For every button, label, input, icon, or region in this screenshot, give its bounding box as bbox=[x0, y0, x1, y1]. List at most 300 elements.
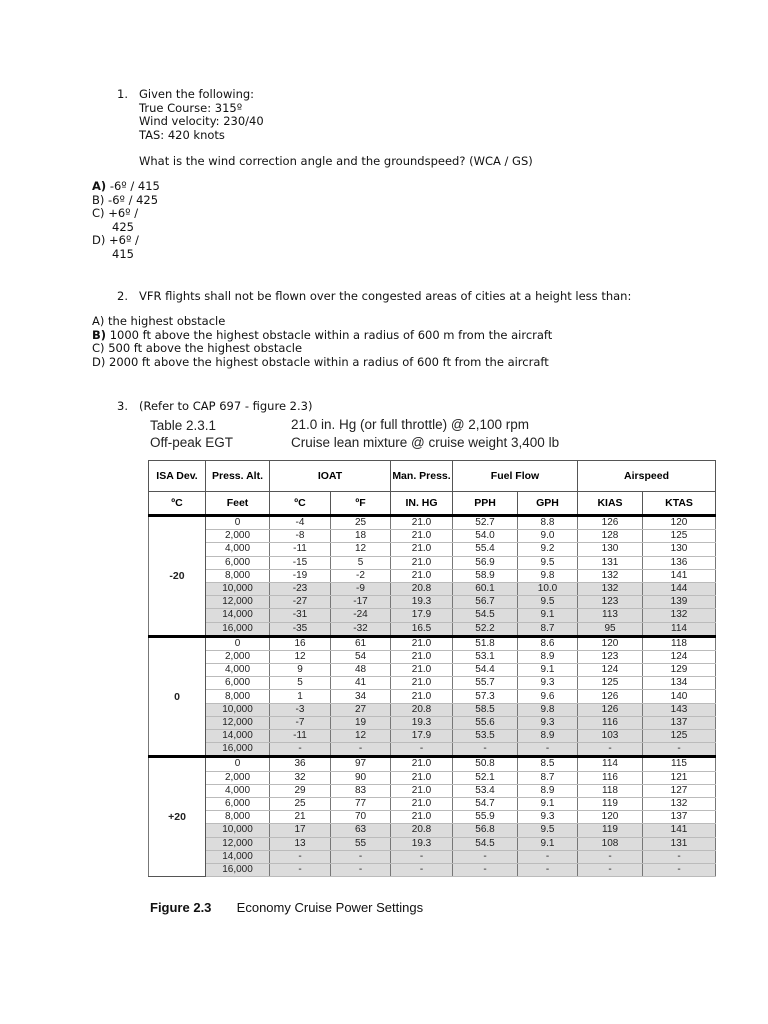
table-cell: 54 bbox=[331, 650, 391, 663]
table-cell: 141 bbox=[643, 824, 716, 837]
answers-q1 bbox=[92, 180, 160, 261]
table-cell: 114 bbox=[578, 757, 643, 771]
table-cell: 56.9 bbox=[453, 556, 518, 569]
table-cell: -2 bbox=[331, 569, 391, 582]
table-cell: -17 bbox=[331, 596, 391, 609]
table-cell: - bbox=[331, 743, 391, 757]
table-cell: 41 bbox=[331, 677, 391, 690]
table-cell: 9.2 bbox=[518, 543, 578, 556]
table-row bbox=[149, 837, 716, 850]
table-cell: 63 bbox=[331, 824, 391, 837]
question-2-text: VFR flights shall not be flown over the congested areas of cities at a height less than: bbox=[139, 289, 632, 303]
table-row bbox=[149, 677, 716, 690]
table-cell: 52.1 bbox=[453, 771, 518, 784]
table-cell: - bbox=[578, 850, 643, 863]
table-cell: 143 bbox=[643, 703, 716, 716]
isa-dev-cell: +20 bbox=[149, 757, 206, 877]
table-cell: 14,000 bbox=[206, 609, 270, 622]
table-cell: 51.8 bbox=[453, 636, 518, 650]
table-cell: - bbox=[453, 850, 518, 863]
table-cell: 125 bbox=[578, 677, 643, 690]
unit-c: ºC bbox=[270, 492, 331, 516]
table-cell: 17 bbox=[270, 824, 331, 837]
table-cell: 21.0 bbox=[391, 530, 453, 543]
table-cell: 20.8 bbox=[391, 824, 453, 837]
table-cell: 5 bbox=[270, 677, 331, 690]
table-cell: 8.6 bbox=[518, 636, 578, 650]
table-cell: 8.9 bbox=[518, 650, 578, 663]
table-cell: 52.2 bbox=[453, 622, 518, 636]
table-cell: - bbox=[518, 743, 578, 757]
table-cell: 50.8 bbox=[453, 757, 518, 771]
table-row bbox=[149, 743, 716, 757]
table-cell: -3 bbox=[270, 703, 331, 716]
table-cell: 52.7 bbox=[453, 516, 518, 530]
table-cell: 9.1 bbox=[518, 797, 578, 810]
figure-title: Economy Cruise Power Settings bbox=[236, 900, 424, 915]
answer-text: +6º / bbox=[108, 206, 139, 220]
table-cell: 61 bbox=[331, 636, 391, 650]
table-row bbox=[149, 716, 716, 729]
table-cell: 0 bbox=[206, 636, 270, 650]
table-cell: 115 bbox=[643, 757, 716, 771]
table-cell: 9.1 bbox=[518, 609, 578, 622]
table-cell: 137 bbox=[643, 811, 716, 824]
table-cell: 19.3 bbox=[391, 716, 453, 729]
table-cell: -15 bbox=[270, 556, 331, 569]
table-cell: -35 bbox=[270, 622, 331, 636]
unit-isa: ºC bbox=[149, 492, 206, 516]
answer-option-c[interactable] bbox=[92, 207, 160, 221]
table-cell: - bbox=[270, 850, 331, 863]
table-cell: 2,000 bbox=[206, 771, 270, 784]
answer-option-b[interactable] bbox=[92, 329, 552, 343]
table-cell: - bbox=[578, 743, 643, 757]
table-cell: 139 bbox=[643, 596, 716, 609]
table-cell: 19.3 bbox=[391, 596, 453, 609]
table-cell: 114 bbox=[643, 622, 716, 636]
table-cell: 21.0 bbox=[391, 757, 453, 771]
table-cell: 116 bbox=[578, 716, 643, 729]
table-cell: 9.1 bbox=[518, 664, 578, 677]
table-cell: 116 bbox=[578, 771, 643, 784]
table-cell: 21.0 bbox=[391, 650, 453, 663]
table-cell: 36 bbox=[270, 757, 331, 771]
header-airspeed: Airspeed bbox=[578, 461, 716, 492]
table-cell: 9.5 bbox=[518, 556, 578, 569]
table-cell: 21.0 bbox=[391, 690, 453, 703]
table-cell: 127 bbox=[643, 784, 716, 797]
table-cell: 53.1 bbox=[453, 650, 518, 663]
figure-label: Figure 2.3 bbox=[150, 900, 212, 915]
answer-text: 1000 ft above the highest obstacle within a radius of 600 m from the aircraft bbox=[109, 327, 553, 342]
table-cell: - bbox=[578, 863, 643, 876]
table-cell: 120 bbox=[578, 636, 643, 650]
table-cell: 130 bbox=[643, 543, 716, 556]
table-cell: 54.5 bbox=[453, 609, 518, 622]
table-cell: -11 bbox=[270, 543, 331, 556]
answer-option-b[interactable] bbox=[92, 194, 160, 208]
table-cell: 4,000 bbox=[206, 543, 270, 556]
table-cell: 121 bbox=[643, 771, 716, 784]
table-cell: 131 bbox=[643, 837, 716, 850]
table-cell: 21.0 bbox=[391, 811, 453, 824]
header-ioat: IOAT bbox=[270, 461, 391, 492]
table-cell: 9.5 bbox=[518, 596, 578, 609]
table-cell: 123 bbox=[578, 650, 643, 663]
table-cell: 1 bbox=[270, 690, 331, 703]
table-cell: 118 bbox=[643, 636, 716, 650]
table-cell: 4,000 bbox=[206, 664, 270, 677]
units-row bbox=[149, 492, 716, 516]
question-3 bbox=[117, 400, 517, 414]
answer-letter: A) bbox=[92, 179, 107, 193]
table-cell: 12,000 bbox=[206, 596, 270, 609]
table-row bbox=[149, 530, 716, 543]
answers-q2 bbox=[92, 315, 552, 369]
table-cell: 108 bbox=[578, 837, 643, 850]
table-cell: 132 bbox=[643, 609, 716, 622]
table-cell: 9.3 bbox=[518, 811, 578, 824]
table-cell: 25 bbox=[270, 797, 331, 810]
table-row bbox=[149, 850, 716, 863]
table-cell: 9.3 bbox=[518, 677, 578, 690]
table-cell: 8.9 bbox=[518, 784, 578, 797]
table-cell: 119 bbox=[578, 797, 643, 810]
question-1-text: What is the wind correction angle and the groundspeed? (WCA / GS) bbox=[139, 154, 533, 168]
table-cell: 9.0 bbox=[518, 530, 578, 543]
table-row bbox=[149, 582, 716, 595]
table-cell: 20.8 bbox=[391, 582, 453, 595]
table-cell: 8,000 bbox=[206, 811, 270, 824]
table-cell: - bbox=[643, 850, 716, 863]
table-cell: 34 bbox=[331, 690, 391, 703]
table-cell: 58.5 bbox=[453, 703, 518, 716]
table-row bbox=[149, 622, 716, 636]
table-cell: - bbox=[453, 743, 518, 757]
table-cell: 57.3 bbox=[453, 690, 518, 703]
question-number: 2. bbox=[117, 289, 128, 303]
answer-text: 500 ft above the highest obstacle bbox=[108, 341, 303, 355]
table-cell: 10,000 bbox=[206, 582, 270, 595]
table-cell: 134 bbox=[643, 677, 716, 690]
answer-letter: A) bbox=[92, 314, 105, 328]
table-cell: 55.4 bbox=[453, 543, 518, 556]
table-cell: -4 bbox=[270, 516, 331, 530]
table-row bbox=[149, 863, 716, 876]
answer-text: +6º / bbox=[109, 233, 139, 247]
answer-option-a[interactable] bbox=[92, 315, 552, 329]
answer-text: -6º / 425 bbox=[108, 192, 159, 207]
table-cell: - bbox=[331, 850, 391, 863]
table-cell: 13 bbox=[270, 837, 331, 850]
table-cell: 12 bbox=[331, 730, 391, 743]
table-cell: 16.5 bbox=[391, 622, 453, 636]
answer-option-c-cont: 425 bbox=[112, 219, 134, 234]
table-cell: 97 bbox=[331, 757, 391, 771]
table-cell: 21.0 bbox=[391, 664, 453, 677]
table-row bbox=[149, 757, 716, 771]
table-cell: 21.0 bbox=[391, 569, 453, 582]
table-cell: 27 bbox=[331, 703, 391, 716]
table-cell: 21 bbox=[270, 811, 331, 824]
table-cell: 56.8 bbox=[453, 824, 518, 837]
table-cell: 103 bbox=[578, 730, 643, 743]
table-cell: 9.8 bbox=[518, 703, 578, 716]
table-cell: 9.6 bbox=[518, 690, 578, 703]
table-cell: 141 bbox=[643, 569, 716, 582]
table-cell: 16,000 bbox=[206, 863, 270, 876]
table-row bbox=[149, 690, 716, 703]
table-cell: 9.3 bbox=[518, 716, 578, 729]
table-row bbox=[149, 664, 716, 677]
table-cell: -24 bbox=[331, 609, 391, 622]
table-cell: 2,000 bbox=[206, 650, 270, 663]
table-cell: 8.8 bbox=[518, 516, 578, 530]
question-1 bbox=[117, 88, 717, 148]
table-cell: 8.9 bbox=[518, 730, 578, 743]
table-row bbox=[149, 771, 716, 784]
table-cell: - bbox=[391, 743, 453, 757]
table-cell: - bbox=[643, 743, 716, 757]
table-cell: 12,000 bbox=[206, 716, 270, 729]
isa-dev-cell: 0 bbox=[149, 636, 206, 757]
unit-gph: GPH bbox=[518, 492, 578, 516]
table-cell: - bbox=[331, 863, 391, 876]
table-cell: -7 bbox=[270, 716, 331, 729]
table-cell: - bbox=[391, 863, 453, 876]
table-cell: 131 bbox=[578, 556, 643, 569]
table-cell: 120 bbox=[578, 811, 643, 824]
answer-letter: D) bbox=[92, 354, 106, 369]
table-cell: 10.0 bbox=[518, 582, 578, 595]
question-3-text: (Refer to CAP 697 - figure 2.3) bbox=[139, 399, 313, 413]
table-cell: 126 bbox=[578, 690, 643, 703]
header-fuel: Fuel Flow bbox=[453, 461, 578, 492]
table-cell: 12 bbox=[270, 650, 331, 663]
unit-kias: KIAS bbox=[578, 492, 643, 516]
table-cell: 25 bbox=[331, 516, 391, 530]
table-cell: 6,000 bbox=[206, 677, 270, 690]
figure-caption bbox=[150, 900, 423, 915]
table-cell: - bbox=[270, 743, 331, 757]
table-row bbox=[149, 650, 716, 663]
table-cell: 29 bbox=[270, 784, 331, 797]
table-cell: 21.0 bbox=[391, 516, 453, 530]
table-cell: 124 bbox=[578, 664, 643, 677]
table-row bbox=[149, 811, 716, 824]
table-cell: -23 bbox=[270, 582, 331, 595]
table-cell: 10,000 bbox=[206, 703, 270, 716]
answer-option-d[interactable] bbox=[92, 234, 160, 248]
given-line: TAS: 420 knots bbox=[139, 127, 225, 142]
table-cell: 140 bbox=[643, 690, 716, 703]
table-cell: 5 bbox=[331, 556, 391, 569]
question-1-given bbox=[139, 88, 264, 142]
table-title-2: Cruise lean mixture @ cruise weight 3,400 lb bbox=[291, 435, 560, 450]
answer-text: 2000 ft above the highest obstacle within a radius of 600 ft from the aircraft bbox=[109, 354, 549, 369]
answer-letter: B) bbox=[92, 327, 107, 342]
table-row bbox=[149, 784, 716, 797]
table-cell: 113 bbox=[578, 609, 643, 622]
table-cell: 83 bbox=[331, 784, 391, 797]
table-row bbox=[149, 556, 716, 569]
table-cell: 19.3 bbox=[391, 837, 453, 850]
table-cell: 8.7 bbox=[518, 622, 578, 636]
table-title: 21.0 in. Hg (or full throttle) @ 2,100 rpm bbox=[291, 417, 530, 432]
table-cell: 126 bbox=[578, 516, 643, 530]
answer-letter: C) bbox=[92, 341, 105, 355]
table-cell: 119 bbox=[578, 824, 643, 837]
table-cell: 21.0 bbox=[391, 677, 453, 690]
table-cell: 55.6 bbox=[453, 716, 518, 729]
table-cell: 8.5 bbox=[518, 757, 578, 771]
table-cell: 55.7 bbox=[453, 677, 518, 690]
table-cell: -19 bbox=[270, 569, 331, 582]
table-cell: 21.0 bbox=[391, 784, 453, 797]
answer-letter: D) bbox=[92, 233, 106, 247]
cruise-power-table bbox=[148, 460, 716, 877]
table-row bbox=[149, 636, 716, 650]
table-cell: 123 bbox=[578, 596, 643, 609]
table-cell: 55 bbox=[331, 837, 391, 850]
table-cell: - bbox=[643, 863, 716, 876]
table-id: Table 2.3.1 bbox=[150, 418, 217, 433]
table-cell: 130 bbox=[578, 543, 643, 556]
table-cell: -9 bbox=[331, 582, 391, 595]
table-row bbox=[149, 824, 716, 837]
table-body bbox=[149, 516, 716, 877]
table-cell: - bbox=[453, 863, 518, 876]
table-cell: 0 bbox=[206, 757, 270, 771]
table-cell: -31 bbox=[270, 609, 331, 622]
unit-man: IN. HG bbox=[391, 492, 453, 516]
table-cell: 144 bbox=[643, 582, 716, 595]
table-cell: 58.9 bbox=[453, 569, 518, 582]
table-cell: 21.0 bbox=[391, 797, 453, 810]
table-cell: 17.9 bbox=[391, 609, 453, 622]
table-cell: 54.0 bbox=[453, 530, 518, 543]
table-cell: 19 bbox=[331, 716, 391, 729]
table-cell: 55.9 bbox=[453, 811, 518, 824]
answer-option-d[interactable] bbox=[92, 356, 552, 370]
table-cell: - bbox=[518, 850, 578, 863]
table-cell: 2,000 bbox=[206, 530, 270, 543]
question-2 bbox=[117, 290, 737, 304]
table-subtitle: Off-peak EGT bbox=[150, 435, 234, 450]
table-cell: 132 bbox=[578, 569, 643, 582]
table-cell: -11 bbox=[270, 730, 331, 743]
table-cell: 9.8 bbox=[518, 569, 578, 582]
table-cell: 53.5 bbox=[453, 730, 518, 743]
table-cell: 54.4 bbox=[453, 664, 518, 677]
question-number: 1. bbox=[117, 87, 128, 101]
table-cell: 9.1 bbox=[518, 837, 578, 850]
table-cell: 132 bbox=[643, 797, 716, 810]
table-cell: -27 bbox=[270, 596, 331, 609]
table-row bbox=[149, 516, 716, 530]
answer-letter: B) bbox=[92, 192, 105, 207]
table-cell: 132 bbox=[578, 582, 643, 595]
table-cell: 53.4 bbox=[453, 784, 518, 797]
table-cell: -8 bbox=[270, 530, 331, 543]
table-cell: 6,000 bbox=[206, 556, 270, 569]
table-row bbox=[149, 609, 716, 622]
answer-option-c[interactable] bbox=[92, 342, 552, 356]
table-cell: 125 bbox=[643, 730, 716, 743]
table-cell: 54.5 bbox=[453, 837, 518, 850]
table-cell: 136 bbox=[643, 556, 716, 569]
table-cell: 32 bbox=[270, 771, 331, 784]
table-cell: 56.7 bbox=[453, 596, 518, 609]
table-cell: 124 bbox=[643, 650, 716, 663]
table-cell: 90 bbox=[331, 771, 391, 784]
table-cell: 126 bbox=[578, 703, 643, 716]
table-cell: 120 bbox=[643, 516, 716, 530]
table-cell: - bbox=[518, 863, 578, 876]
header-isa: ISA Dev. bbox=[149, 461, 206, 492]
answer-option-d-cont: 415 bbox=[112, 246, 134, 261]
table-row bbox=[149, 730, 716, 743]
header-man: Man. Press. bbox=[391, 461, 453, 492]
table-cell: 8,000 bbox=[206, 569, 270, 582]
table-cell: 12 bbox=[331, 543, 391, 556]
table-cell: 14,000 bbox=[206, 730, 270, 743]
given-line: Given the following: bbox=[139, 87, 255, 101]
table-cell: 16,000 bbox=[206, 622, 270, 636]
table-cell: 60.1 bbox=[453, 582, 518, 595]
table-row bbox=[149, 569, 716, 582]
table-cell: -32 bbox=[331, 622, 391, 636]
table-cell: 4,000 bbox=[206, 784, 270, 797]
table-cell: 18 bbox=[331, 530, 391, 543]
table-cell: - bbox=[270, 863, 331, 876]
table-cell: - bbox=[391, 850, 453, 863]
given-line: True Course: 315º bbox=[139, 100, 243, 115]
answer-letter: C) bbox=[92, 206, 105, 220]
unit-f: ºF bbox=[331, 492, 391, 516]
table-cell: 137 bbox=[643, 716, 716, 729]
unit-press: Feet bbox=[206, 492, 270, 516]
table-cell: 128 bbox=[578, 530, 643, 543]
table-cell: 77 bbox=[331, 797, 391, 810]
isa-dev-cell: -20 bbox=[149, 516, 206, 637]
table-cell: 118 bbox=[578, 784, 643, 797]
table-cell: 16 bbox=[270, 636, 331, 650]
table-cell: 9 bbox=[270, 664, 331, 677]
table-cell: 12,000 bbox=[206, 837, 270, 850]
table-cell: 14,000 bbox=[206, 850, 270, 863]
unit-ktas: KTAS bbox=[643, 492, 716, 516]
table-cell: 125 bbox=[643, 530, 716, 543]
question-number: 3. bbox=[117, 399, 128, 413]
table-cell: 17.9 bbox=[391, 730, 453, 743]
header-row bbox=[149, 461, 716, 492]
unit-pph: PPH bbox=[453, 492, 518, 516]
table-cell: 129 bbox=[643, 664, 716, 677]
table-cell: 6,000 bbox=[206, 797, 270, 810]
table-cell: 20.8 bbox=[391, 703, 453, 716]
table-cell: 21.0 bbox=[391, 543, 453, 556]
given-line: Wind velocity: 230/40 bbox=[139, 114, 264, 128]
table-cell: 48 bbox=[331, 664, 391, 677]
answer-option-a[interactable] bbox=[92, 180, 160, 194]
table-cell: 10,000 bbox=[206, 824, 270, 837]
table-row bbox=[149, 797, 716, 810]
table-cell: 8.7 bbox=[518, 771, 578, 784]
table-cell: 9.5 bbox=[518, 824, 578, 837]
table-row bbox=[149, 596, 716, 609]
